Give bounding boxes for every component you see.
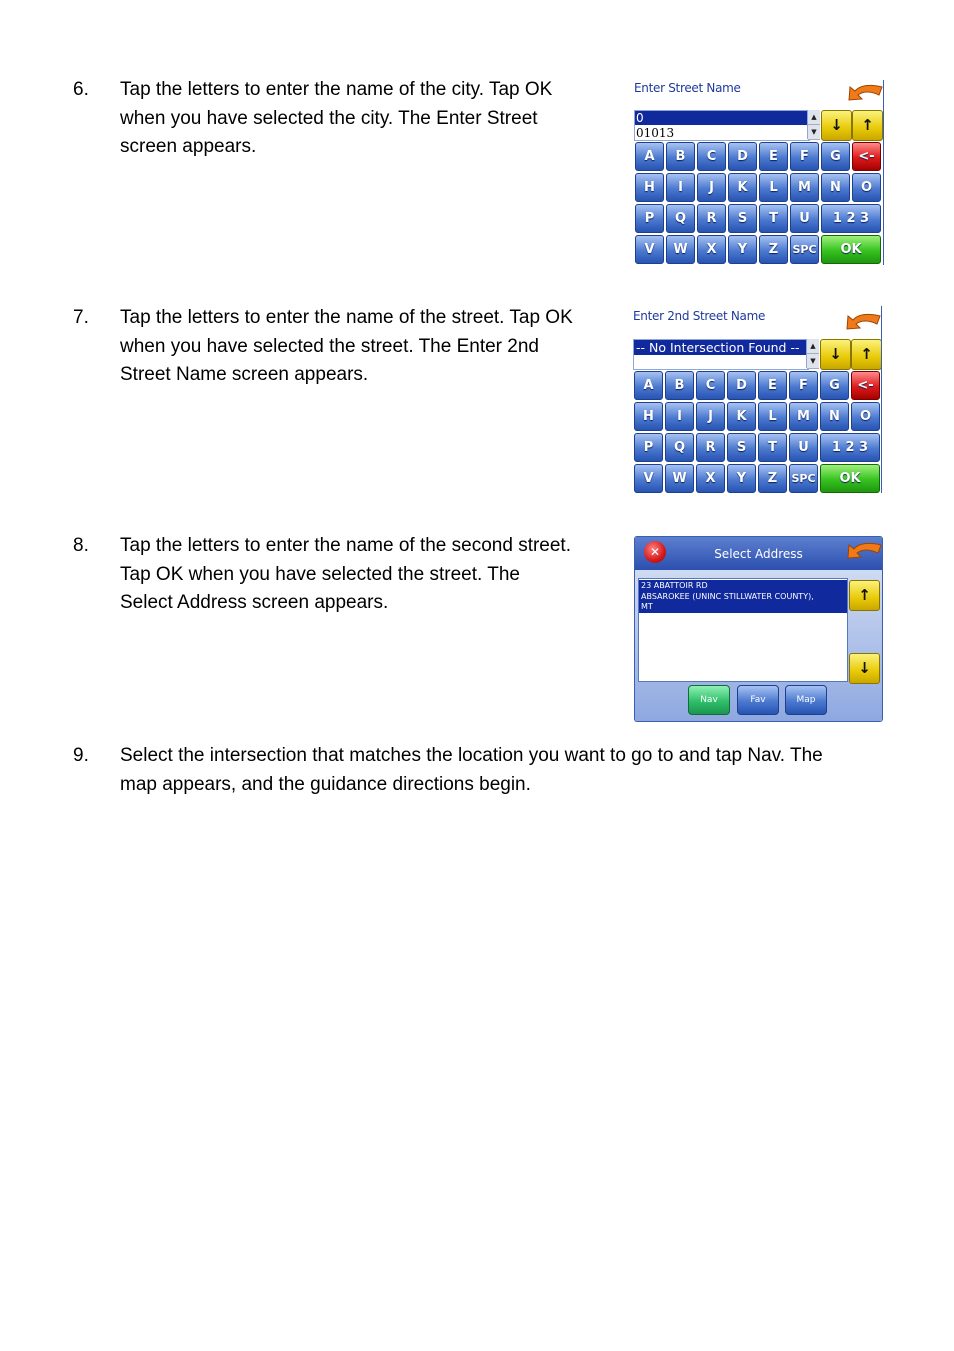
address-line: ABSAROKEE (UNINC STILLWATER COUNTY), xyxy=(641,591,814,601)
numbers-key[interactable]: 1 2 3 xyxy=(820,433,880,462)
down-arrow-button[interactable]: ↓ xyxy=(821,110,852,141)
step-line: Street Name screen appears. xyxy=(120,364,369,385)
scroll-up-icon[interactable]: ▲ xyxy=(808,110,820,125)
key-u[interactable]: U xyxy=(790,204,819,233)
scroll-up-button[interactable]: ↑ xyxy=(849,580,880,611)
key-q[interactable]: Q xyxy=(666,204,695,233)
step-number: 7. xyxy=(73,307,89,328)
key-o[interactable]: O xyxy=(851,402,880,431)
step-text xyxy=(120,742,920,799)
key-b[interactable]: B xyxy=(666,142,695,171)
key-q[interactable]: Q xyxy=(665,433,694,462)
screen-title: Enter 2nd Street Name xyxy=(633,309,766,323)
step-text xyxy=(120,76,610,162)
step-number: 6. xyxy=(73,79,89,100)
key-z[interactable]: Z xyxy=(758,464,787,493)
back-arrow-icon[interactable] xyxy=(846,82,884,108)
key-l[interactable]: L xyxy=(758,402,787,431)
back-arrow-icon[interactable] xyxy=(845,540,883,566)
step-line: Tap the letters to enter the name of the second street. xyxy=(120,535,571,556)
step-text xyxy=(120,532,615,618)
key-k[interactable]: K xyxy=(728,173,757,202)
key-d[interactable]: D xyxy=(728,142,757,171)
scroll-down-button[interactable]: ↓ xyxy=(849,653,880,684)
key-h[interactable]: H xyxy=(635,173,664,202)
key-a[interactable]: A xyxy=(634,371,663,400)
key-g[interactable]: G xyxy=(820,371,849,400)
key-a[interactable]: A xyxy=(635,142,664,171)
numbers-key[interactable]: 1 2 3 xyxy=(821,204,881,233)
enter-2nd-street-screenshot xyxy=(633,306,882,493)
up-arrow-button[interactable]: ↑ xyxy=(851,339,882,370)
key-n[interactable]: N xyxy=(820,402,849,431)
space-key[interactable]: SPC xyxy=(789,464,818,493)
key-j[interactable]: J xyxy=(696,402,725,431)
map-button[interactable]: Map xyxy=(785,685,827,715)
list-scrollbar[interactable] xyxy=(807,110,820,139)
key-p[interactable]: P xyxy=(635,204,664,233)
key-h[interactable]: H xyxy=(634,402,663,431)
step-line: when you have selected the city. The Enter Street xyxy=(120,107,538,129)
step-line: Tap the letters to enter the name of the street. Tap OK xyxy=(120,307,573,328)
key-c[interactable]: C xyxy=(697,142,726,171)
key-t[interactable]: T xyxy=(759,204,788,233)
street-input[interactable] xyxy=(634,110,810,141)
backspace-key[interactable]: <- xyxy=(852,142,881,171)
key-y[interactable]: Y xyxy=(728,235,757,264)
selected-entry[interactable]: -- No Intersection Found -- xyxy=(634,340,808,355)
ok-button[interactable]: OK xyxy=(820,464,880,493)
key-o[interactable]: O xyxy=(852,173,881,202)
up-arrow-button[interactable]: ↑ xyxy=(852,110,883,141)
key-f[interactable]: F xyxy=(790,142,819,171)
key-n[interactable]: N xyxy=(821,173,850,202)
step-line: map appears, and the guidance directions begin. xyxy=(120,773,531,795)
key-s[interactable]: S xyxy=(728,204,757,233)
list-scrollbar[interactable] xyxy=(806,339,819,368)
key-x[interactable]: X xyxy=(696,464,725,493)
enter-street-screenshot xyxy=(634,80,884,265)
select-address-screenshot xyxy=(634,536,883,722)
key-d[interactable]: D xyxy=(727,371,756,400)
selected-entry[interactable]: 0 xyxy=(635,111,809,125)
key-e[interactable]: E xyxy=(759,142,788,171)
keyboard xyxy=(633,370,882,493)
step-line: Tap OK when you have selected the street. The xyxy=(120,563,520,585)
key-r[interactable]: R xyxy=(696,433,725,462)
space-key[interactable]: SPC xyxy=(790,235,819,264)
key-r[interactable]: R xyxy=(697,204,726,233)
key-p[interactable]: P xyxy=(634,433,663,462)
scroll-down-icon[interactable]: ▼ xyxy=(808,125,820,140)
key-m[interactable]: M xyxy=(789,402,818,431)
key-j[interactable]: J xyxy=(697,173,726,202)
key-v[interactable]: V xyxy=(635,235,664,264)
ok-button[interactable]: OK xyxy=(821,235,881,264)
screen-title: Enter Street Name xyxy=(634,81,741,95)
key-m[interactable]: M xyxy=(790,173,819,202)
title-bar xyxy=(635,537,882,570)
key-i[interactable]: I xyxy=(665,402,694,431)
address-line: 23 ABATTOIR RD xyxy=(641,581,708,590)
key-t[interactable]: T xyxy=(758,433,787,462)
key-f[interactable]: F xyxy=(789,371,818,400)
step-line: Tap the letters to enter the name of the city. Tap OK xyxy=(120,79,553,100)
key-e[interactable]: E xyxy=(758,371,787,400)
key-w[interactable]: W xyxy=(665,464,694,493)
scroll-up-icon[interactable]: ▲ xyxy=(807,339,819,354)
key-v[interactable]: V xyxy=(634,464,663,493)
key-u[interactable]: U xyxy=(789,433,818,462)
key-l[interactable]: L xyxy=(759,173,788,202)
address-line: MT xyxy=(641,602,653,611)
address-list[interactable] xyxy=(638,578,848,682)
nav-button[interactable]: Nav xyxy=(688,685,730,715)
key-z[interactable]: Z xyxy=(759,235,788,264)
step-line: screen appears. xyxy=(120,136,257,157)
step-line: Select the intersection that matches the location you want to go to and tap Nav. The xyxy=(120,745,823,766)
step-number: 8. xyxy=(73,535,89,556)
key-x[interactable]: X xyxy=(697,235,726,264)
input-value: 01013 xyxy=(636,126,675,140)
key-s[interactable]: S xyxy=(727,433,756,462)
key-g[interactable]: G xyxy=(821,142,850,171)
key-k[interactable]: K xyxy=(727,402,756,431)
key-b[interactable]: B xyxy=(665,371,694,400)
street-input[interactable] xyxy=(633,339,809,370)
keyboard xyxy=(634,141,884,265)
step-line: when you have selected the street. The Enter 2nd xyxy=(120,335,539,357)
key-y[interactable]: Y xyxy=(727,464,756,493)
key-w[interactable]: W xyxy=(666,235,695,264)
down-arrow-button[interactable]: ↓ xyxy=(820,339,851,370)
list-item[interactable] xyxy=(639,580,847,613)
backspace-key[interactable]: <- xyxy=(851,371,880,400)
step-number: 9. xyxy=(73,745,89,766)
scroll-down-icon[interactable]: ▼ xyxy=(807,354,819,369)
fav-button[interactable]: Fav xyxy=(737,685,779,715)
key-c[interactable]: C xyxy=(696,371,725,400)
step-text xyxy=(120,304,620,390)
step-line: Select Address screen appears. xyxy=(120,592,389,613)
key-i[interactable]: I xyxy=(666,173,695,202)
close-icon[interactable]: ✕ xyxy=(644,541,666,563)
back-arrow-icon[interactable] xyxy=(844,311,882,337)
screen-title: Select Address xyxy=(714,547,803,561)
